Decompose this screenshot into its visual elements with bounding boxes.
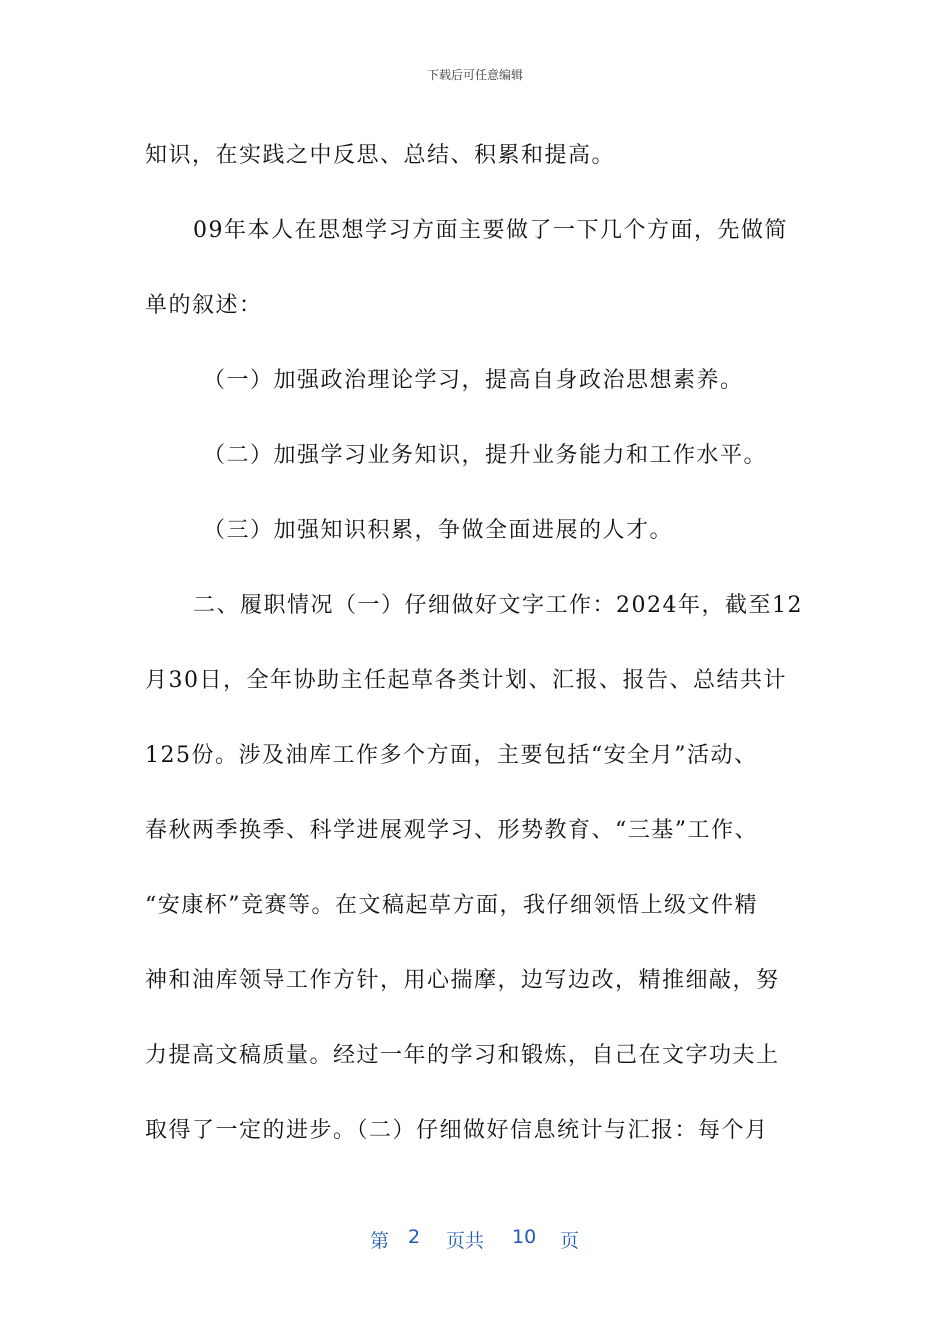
paragraph-line: 125份。涉及油库工作多个方面，主要包括“安全月”活动、 (145, 743, 758, 768)
paragraph-line: 春秋两季换季、科学进展观学习、形势教育、“三基”工作、 (145, 818, 758, 843)
paragraph-line: 神和油库领导工作方针，用心揣摩，边写边改，精推细敲，努 (145, 968, 780, 993)
page-footer (370, 1226, 590, 1250)
paragraph-line: 力提高文稿质量。经过一年的学习和锻炼，自己在文字功夫上 (145, 1043, 780, 1068)
current-page-number: 2 (408, 1226, 421, 1248)
list-item: （三）加强知识积累，争做全面进展的人才。 (203, 518, 674, 543)
paragraph-line: “安康杯”竞赛等。在文稿起草方面，我仔细领悟上级文件精 (145, 893, 758, 918)
paragraph-line: 知识，在实践之中反思、总结、积累和提高。 (145, 143, 616, 168)
footer-suffix: 页 (560, 1230, 580, 1252)
header-note: 下载后可任意编辑 (426, 68, 523, 82)
paragraph-line: 二、履职情况（一）仔细做好文字工作：2024年，截至12 (193, 593, 803, 618)
list-item: （一）加强政治理论学习，提高自身政治思想素养。 (203, 368, 744, 393)
document-body (145, 118, 805, 1168)
paragraph-line: 09年本人在思想学习方面主要做了一下几个方面，先做简 (193, 218, 788, 243)
footer-prefix: 第 (370, 1230, 390, 1252)
paragraph-line: 月30日，全年协助主任起草各类计划、汇报、报告、总结共计 (145, 668, 787, 693)
list-item: （二）加强学习业务知识，提升业务能力和工作水平。 (203, 443, 768, 468)
total-pages-number: 10 (512, 1226, 537, 1248)
paragraph-line: 单的叙述： (145, 293, 263, 318)
footer-middle: 页共 (446, 1230, 485, 1252)
paragraph-line: 取得了一定的进步。（二）仔细做好信息统计与汇报：每个月 (145, 1118, 769, 1143)
